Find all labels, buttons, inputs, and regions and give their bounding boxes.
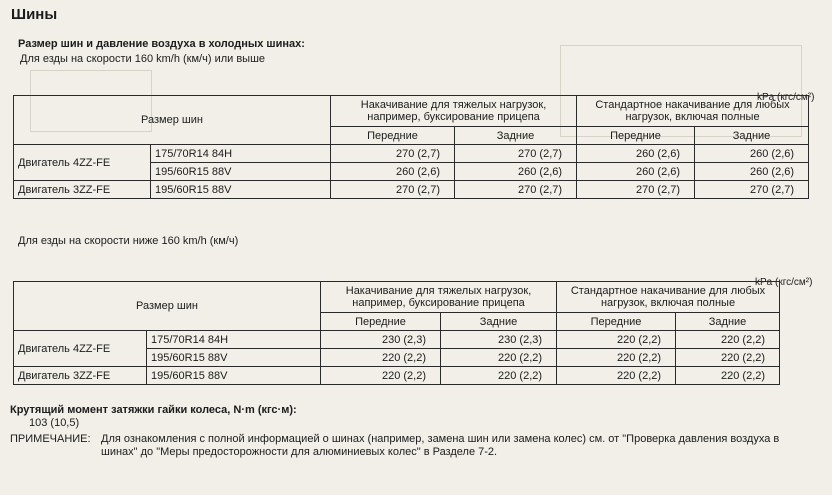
header-front: Передние [321,313,441,331]
table-row [14,181,809,199]
pressure-cell: 270 (2,7) [455,181,577,199]
engine-label: Двигатель 3ZZ-FE [14,181,151,199]
pressure-cell: 260 (2,6) [577,163,695,181]
pressure-cell: 270 (2,7) [577,181,695,199]
header-front: Передние [557,313,676,331]
header-standard-load: Стандартное накачивание для любых нагрузок, включая полные [557,282,780,313]
pressure-cell: 220 (2,2) [441,367,557,385]
header-tire-size: Размер шин [14,96,331,145]
pressure-cell: 260 (2,6) [695,145,809,163]
tire-size-cell: 195/60R15 88V [151,163,331,181]
pressure-cell: 270 (2,7) [695,181,809,199]
header-tire-size: Размер шин [14,282,321,331]
section-low-speed-label: Для езды на скорости ниже 160 km/h (км/ч) [18,235,239,247]
torque-value: 103 (10,5) [29,417,80,429]
header-front: Передние [577,127,695,145]
section-high-speed-label: Для езды на скорости 160 km/h (км/ч) или выше [20,53,266,65]
note-label: ПРИМЕЧАНИЕ: [10,433,91,445]
pressure-cell: 220 (2,2) [557,331,676,349]
pressure-cell: 220 (2,2) [557,367,676,385]
tire-size-cell: 195/60R15 88V [147,349,321,367]
torque-title: Крутящий момент затяжки гайки колеса, N·m (кгс·м): [10,404,297,416]
pressure-cell: 260 (2,6) [577,145,695,163]
header-front: Передние [331,127,455,145]
tire-size-cell: 195/60R15 88V [151,181,331,199]
header-rear: Задние [695,127,809,145]
table-row [14,367,780,385]
tire-pressure-table-high-speed [13,95,809,199]
header-heavy-load: Накачивание для тяжелых нагрузок, например, буксирование прицепа [321,282,557,313]
pressure-cell: 270 (2,7) [455,145,577,163]
note-text: Для ознакомления с полной информацией о шинах (например, замена шин или замена колес) см. от "Проверка давления воздуха в шинах" до "Меры предосторожности для алюминиевых колес" в Разделе 7-2. [101,433,780,458]
pressure-cell: 220 (2,2) [676,331,780,349]
tire-size-cell: 175/70R14 84H [147,331,321,349]
engine-label: Двигатель 3ZZ-FE [14,367,147,385]
unit-label: kPa (кгс/см²) [757,92,815,103]
header-rear: Задние [676,313,780,331]
pressure-cell: 270 (2,7) [331,181,455,199]
pressure-cell: 220 (2,2) [441,349,557,367]
tire-pressure-table-low-speed [13,281,780,385]
pressure-cell: 260 (2,6) [455,163,577,181]
tire-size-cell: 195/60R15 88V [147,367,321,385]
header-rear: Задние [441,313,557,331]
table-row [14,331,780,349]
header-standard-load: Стандартное накачивание для любых нагрузок, включая полные [577,96,809,127]
engine-label: Двигатель 4ZZ-FE [14,331,147,367]
pressure-cell: 220 (2,2) [557,349,676,367]
tire-size-cell: 175/70R14 84H [151,145,331,163]
table-row [14,145,809,163]
pressure-cell: 230 (2,3) [441,331,557,349]
pressure-cell: 220 (2,2) [321,349,441,367]
pressure-cell: 220 (2,2) [321,367,441,385]
pressure-cell: 260 (2,6) [695,163,809,181]
header-heavy-load: Накачивание для тяжелых нагрузок, например, буксирование прицепа [331,96,577,127]
header-rear: Задние [455,127,577,145]
page-title: Шины [11,6,58,23]
pressure-cell: 270 (2,7) [331,145,455,163]
unit-label: kPa (кгс/см²) [755,277,813,288]
pressure-cell: 220 (2,2) [676,367,780,385]
tire-pressure-subtitle: Размер шин и давление воздуха в холодных шинах: [18,38,305,50]
engine-label: Двигатель 4ZZ-FE [14,145,151,181]
pressure-cell: 260 (2,6) [331,163,455,181]
pressure-cell: 230 (2,3) [321,331,441,349]
pressure-cell: 220 (2,2) [676,349,780,367]
